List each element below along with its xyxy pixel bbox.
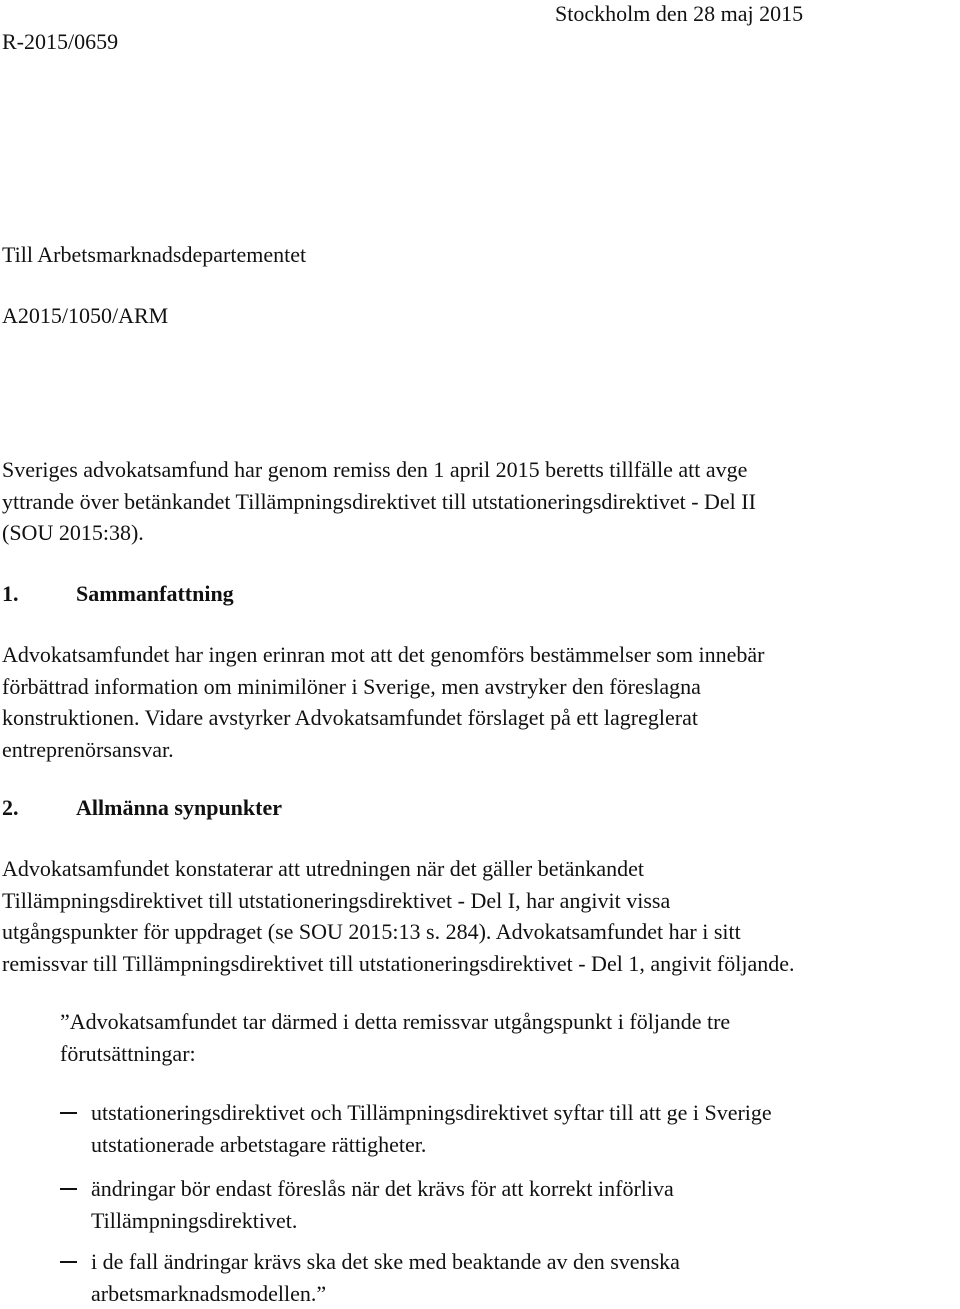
- intro-line: (SOU 2015:38).: [2, 517, 957, 549]
- paragraph-line: remissvar till Tillämpningsdirektivet till utstationeringsdirektivet - Del 1, angivit följande.: [2, 948, 957, 980]
- paragraph-line: Advokatsamfundet konstaterar att utredningen när det gäller betänkandet: [2, 853, 957, 885]
- paragraph-line: Advokatsamfundet har ingen erinran mot att det genomförs bestämmelser som innebär: [2, 639, 957, 671]
- bullet-text: [91, 1173, 951, 1236]
- quote-intro: [60, 1006, 940, 1069]
- section-2-heading: [2, 792, 282, 823]
- section-1-paragraph: [2, 639, 957, 765]
- quote-line: ”Advokatsamfundet tar därmed i detta remissvar utgångspunkt i följande tre: [60, 1006, 940, 1038]
- bullet-text: [91, 1097, 951, 1160]
- intro-line: yttrande över betänkandet Tillämpningsdirektivet till utstationeringsdirektivet - Del II: [2, 486, 957, 518]
- intro-line: Sveriges advokatsamfund har genom remiss den 1 april 2015 beretts tillfälle att avge: [2, 454, 957, 486]
- dash-bullet-icon: [60, 1188, 77, 1190]
- bullet-line: utstationerade arbetstagare rättigheter.: [91, 1129, 951, 1161]
- bullet-line: Tillämpningsdirektivet.: [91, 1205, 951, 1237]
- case-number: A2015/1050/ARM: [2, 302, 168, 330]
- quote-line: förutsättningar:: [60, 1038, 940, 1070]
- section-2-paragraph: [2, 853, 957, 979]
- paragraph-line: entreprenörsansvar.: [2, 734, 957, 766]
- paragraph-line: utgångspunkter för uppdraget (se SOU 2015:13 s. 284). Advokatsamfundet har i sitt: [2, 916, 957, 948]
- dash-bullet-icon: [60, 1112, 77, 1114]
- bullet-text: [91, 1246, 951, 1309]
- section-1-heading: [2, 578, 234, 609]
- section-title: Sammanfattning: [76, 581, 234, 606]
- paragraph-line: konstruktionen. Vidare avstyrker Advokatsamfundet förslaget på ett lagreglerat: [2, 702, 957, 734]
- section-title: Allmänna synpunkter: [76, 795, 282, 820]
- paragraph-line: Tillämpningsdirektivet till utstationeringsdirektivet - Del I, har angivit vissa: [2, 885, 957, 917]
- dash-bullet-icon: [60, 1261, 77, 1263]
- section-number: 2.: [2, 792, 76, 823]
- intro-paragraph: [2, 454, 957, 549]
- place-date: Stockholm den 28 maj 2015: [555, 0, 803, 28]
- bullet-line: utstationeringsdirektivet och Tillämpningsdirektivet syftar till att ge i Sverige: [91, 1097, 951, 1129]
- paragraph-line: förbättrad information om minimilöner i Sverige, men avstryker den föreslagna: [2, 671, 957, 703]
- bullet-line: ändringar bör endast föreslås när det krävs för att korrekt införliva: [91, 1173, 951, 1205]
- reference-number: R-2015/0659: [2, 28, 118, 56]
- bullet-line: i de fall ändringar krävs ska det ske med beaktande av den svenska: [91, 1246, 951, 1278]
- bullet-line: arbetsmarknadsmodellen.”: [91, 1278, 951, 1309]
- section-number: 1.: [2, 578, 76, 609]
- recipient: Till Arbetsmarknadsdepartementet: [2, 241, 306, 269]
